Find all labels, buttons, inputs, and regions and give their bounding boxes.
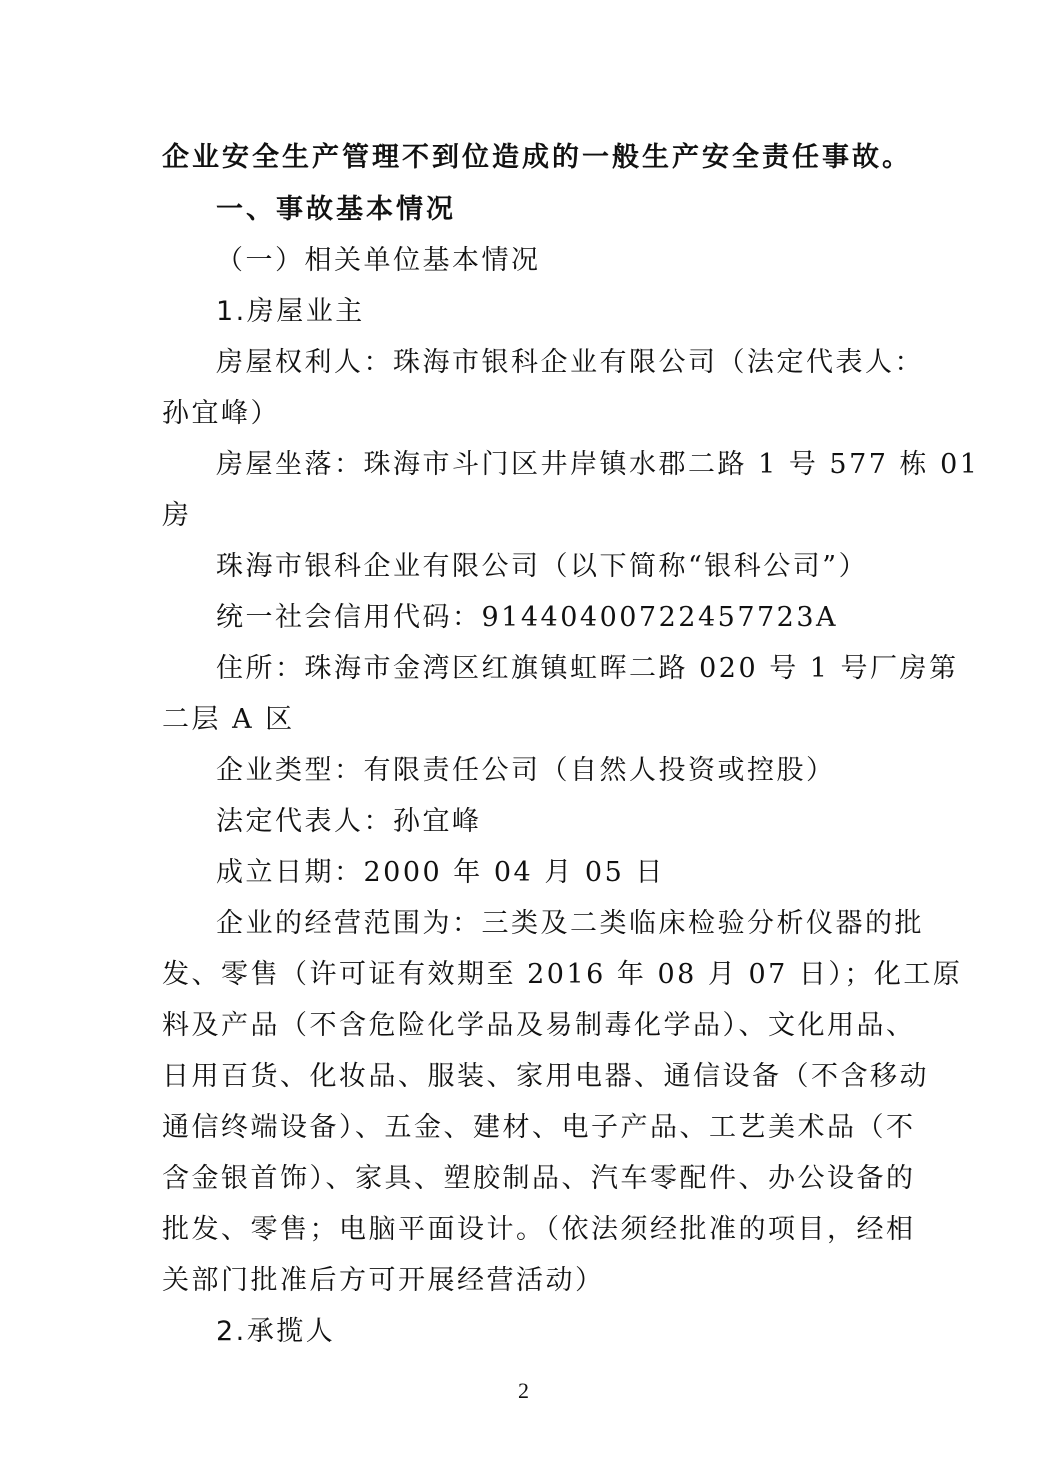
paragraph-line: 房	[162, 500, 192, 531]
paragraph-line: 含金银首饰）、家具、塑胶制品、汽车零配件、办公设备的	[162, 1163, 916, 1194]
paragraph-line: 孙宜峰）	[162, 398, 280, 429]
paragraph-line: 统一社会信用代码：91440400722457723A	[216, 602, 839, 633]
paragraph-line: 企业的经营范围为：三类及二类临床检验分析仪器的批	[216, 908, 924, 939]
paragraph-line: 企业类型：有限责任公司（自然人投资或控股）	[216, 755, 836, 786]
subsection-heading: （一）相关单位基本情况	[216, 245, 541, 276]
paragraph-line: 住所：珠海市金湾区红旗镇虹晖二路 020 号 1 号厂房第	[216, 653, 959, 684]
paragraph-line: 批发、零售；电脑平面设计。（依法须经批准的项目，经相	[162, 1214, 916, 1245]
paragraph-line: 企业安全生产管理不到位造成的一般生产安全责任事故。	[162, 142, 912, 173]
paragraph-line: 房屋坐落：珠海市斗门区井岸镇水郡二路 1 号 577 栋 01	[216, 449, 980, 480]
paragraph-line: 珠海市银科企业有限公司（以下简称“银科公司”）	[216, 551, 869, 582]
paragraph-line: 日用百货、化妆品、服装、家用电器、通信设备（不含移动	[162, 1061, 929, 1092]
paragraph-line: 料及产品（不含危险化学品及易制毒化学品）、文化用品、	[162, 1010, 916, 1041]
item-heading: 2.承揽人	[216, 1316, 336, 1347]
item-heading: 1.房屋业主	[216, 296, 365, 327]
section-heading: 一、事故基本情况	[216, 194, 456, 225]
paragraph-line: 通信终端设备）、五金、建材、电子产品、工艺美术品（不	[162, 1112, 916, 1143]
paragraph-line: 法定代表人：孙宜峰	[216, 806, 482, 837]
paragraph-line: 成立日期：2000 年 04 月 05 日	[216, 857, 665, 888]
paragraph-line: 二层 A 区	[162, 704, 295, 735]
paragraph-line: 房屋权利人：珠海市银科企业有限公司（法定代表人：	[216, 347, 924, 378]
paragraph-line: 发、零售（许可证有效期至 2016 年 08 月 07 日）；化工原	[162, 959, 963, 990]
page-number: 2	[518, 1378, 529, 1403]
paragraph-line: 关部门批准后方可开展经营活动）	[162, 1265, 605, 1296]
